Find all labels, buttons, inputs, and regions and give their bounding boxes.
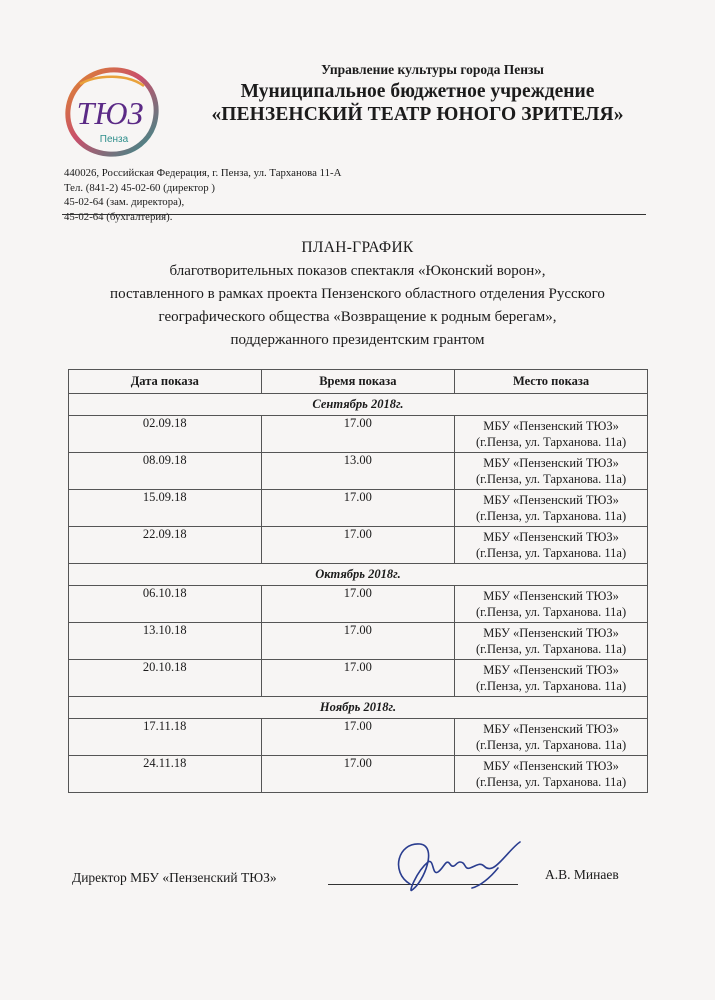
show-place xyxy=(455,490,648,527)
place-address: (г.Пенза, ул. Тарханова. 11а) xyxy=(475,642,627,656)
show-date: 15.09.18 xyxy=(69,490,262,527)
table-row xyxy=(69,756,648,793)
place-address: (г.Пенза, ул. Тарханова. 11а) xyxy=(475,435,627,449)
document-subtitle-3: географического общества «Возвращение к родным берегам», xyxy=(158,309,557,325)
show-date: 13.10.18 xyxy=(69,623,262,660)
place-name: МБУ «Пензенский ТЮЗ» xyxy=(483,419,619,433)
phone-deputy: 45-02-64 (зам. директора), xyxy=(64,196,185,208)
header-place: Место показа xyxy=(455,370,648,394)
show-place xyxy=(455,756,648,793)
show-date: 20.10.18 xyxy=(69,660,262,697)
show-time: 17.00 xyxy=(261,719,455,756)
show-date: 17.11.18 xyxy=(69,719,262,756)
table-row xyxy=(69,416,648,453)
header-time: Время показа xyxy=(261,370,455,394)
month-label: Ноябрь 2018г. xyxy=(69,697,648,719)
org-parent: Управление культуры города Пензы xyxy=(321,62,544,77)
place-name: МБУ «Пензенский ТЮЗ» xyxy=(483,663,619,677)
place-address: (г.Пенза, ул. Тарханова. 11а) xyxy=(475,738,627,752)
show-time: 17.00 xyxy=(261,660,455,697)
show-date: 24.11.18 xyxy=(69,756,262,793)
phone-accounting: 45-02-64 (бухгалтерия). xyxy=(64,210,173,223)
table-row xyxy=(69,527,648,564)
place-name: МБУ «Пензенский ТЮЗ» xyxy=(483,626,619,640)
signatory-name: А.В. Минаев xyxy=(545,867,619,882)
show-place xyxy=(455,453,648,490)
place-address: (г.Пенза, ул. Тарханова. 11а) xyxy=(475,775,627,789)
document-subtitle-4: поддержанного президентским грантом xyxy=(230,332,485,348)
org-name: «ПЕНЗЕНСКИЙ ТЕАТР ЮНОГО ЗРИТЕЛЯ» xyxy=(211,104,624,125)
place-name: МБУ «Пензенский ТЮЗ» xyxy=(483,589,619,603)
show-place xyxy=(455,527,648,564)
document-heading: ПЛАН-ГРАФИК xyxy=(301,239,414,256)
logo-city: Пенза xyxy=(99,134,129,145)
show-time: 17.00 xyxy=(261,756,455,793)
header-date: Дата показа xyxy=(69,370,262,394)
show-time: 13.00 xyxy=(261,453,455,490)
place-address: (г.Пенза, ул. Тарханова. 11а) xyxy=(475,605,627,619)
logo-letters: ТЮЗ xyxy=(76,95,144,131)
show-date: 22.09.18 xyxy=(69,527,262,564)
place-address: (г.Пенза, ул. Тарханова. 11а) xyxy=(475,509,627,523)
show-time: 17.00 xyxy=(261,586,455,623)
show-place xyxy=(455,586,648,623)
place-name: МБУ «Пензенский ТЮЗ» xyxy=(483,722,619,736)
address-line: 440026, Российская Федерация, г. Пенза, ул. Тарханова 11-А xyxy=(64,167,342,179)
month-row-september xyxy=(69,394,648,416)
month-label: Сентябрь 2018г. xyxy=(69,394,648,416)
show-time: 17.00 xyxy=(261,623,455,660)
place-address: (г.Пенза, ул. Тарханова. 11а) xyxy=(475,679,627,693)
table-row xyxy=(69,586,648,623)
table-row xyxy=(69,660,648,697)
address-block xyxy=(64,166,341,224)
show-time: 17.00 xyxy=(261,416,455,453)
phone-director: Тел. (841-2) 45-02-60 (директор ) xyxy=(64,181,215,194)
handwritten-signature xyxy=(380,832,530,902)
org-type: Муниципальное бюджетное учреждение xyxy=(240,81,595,102)
table-row xyxy=(69,623,648,660)
schedule-table xyxy=(68,369,648,793)
show-time: 17.00 xyxy=(261,490,455,527)
signatory-position: Директор МБУ «Пензенский ТЮЗ» xyxy=(72,870,277,885)
show-date: 06.10.18 xyxy=(69,586,262,623)
place-address: (г.Пенза, ул. Тарханова. 11а) xyxy=(475,546,627,560)
table-row xyxy=(69,453,648,490)
show-place xyxy=(455,416,648,453)
document-subtitle-1: благотворительных показов спектакля «Юконский ворон», xyxy=(169,263,546,279)
month-row-november xyxy=(69,697,648,719)
show-place xyxy=(455,623,648,660)
table-row xyxy=(69,719,648,756)
table-header-row xyxy=(69,370,648,394)
place-address: (г.Пенза, ул. Тарханова. 11а) xyxy=(475,472,627,486)
place-name: МБУ «Пензенский ТЮЗ» xyxy=(483,493,619,507)
show-time: 17.00 xyxy=(261,527,455,564)
show-date: 02.09.18 xyxy=(69,416,262,453)
document-subtitle-2: поставленного в рамках проекта Пензенского областного отделения Русского xyxy=(110,286,605,302)
show-place xyxy=(455,719,648,756)
table-row xyxy=(69,490,648,527)
month-row-october xyxy=(69,564,648,586)
place-name: МБУ «Пензенский ТЮЗ» xyxy=(483,530,619,544)
month-label: Октябрь 2018г. xyxy=(69,564,648,586)
place-name: МБУ «Пензенский ТЮЗ» xyxy=(483,456,619,470)
place-name: МБУ «Пензенский ТЮЗ» xyxy=(483,759,619,773)
show-place xyxy=(455,660,648,697)
show-date: 08.09.18 xyxy=(69,453,262,490)
header-divider xyxy=(62,214,646,215)
